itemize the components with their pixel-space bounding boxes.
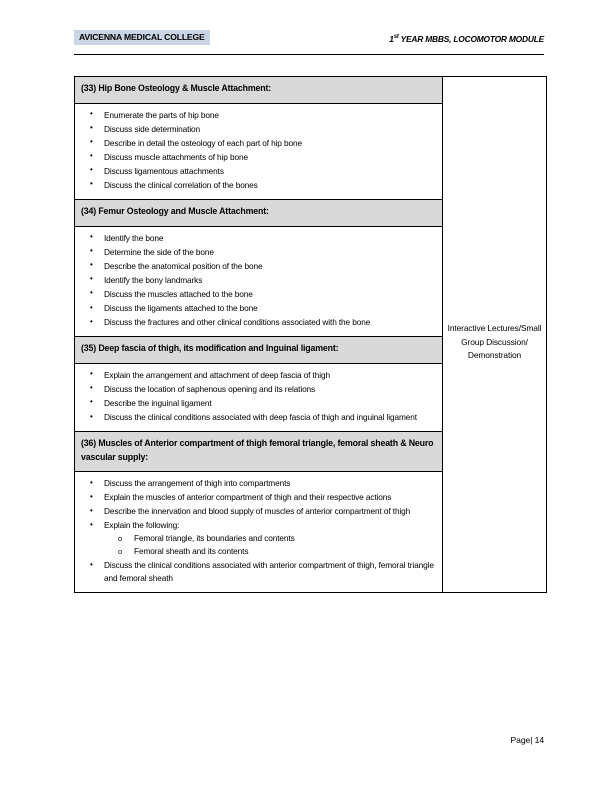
- list-item: • Discuss the clinical conditions associated with anterior compartment of thigh, femoral triangle and femoral sheath: [81, 559, 434, 585]
- list-item: o Femoral sheath and its contents: [104, 545, 434, 558]
- module-title-rest: YEAR MBBS, LOCOMOTOR MODULE: [398, 33, 544, 44]
- list-item: • Discuss side determination: [81, 123, 434, 136]
- list-item: • Discuss the clinical conditions associated with deep fascia of thigh and inguinal ligament: [81, 411, 434, 424]
- module-title: [389, 32, 544, 45]
- section-heading-36: (36) Muscles of Anterior compartment of thigh femoral triangle, femoral sheath & Neuro vascular supply:: [75, 431, 442, 472]
- learning-objectives-table: [74, 76, 547, 593]
- section-body-35: [75, 364, 442, 431]
- list-item: • Explain the arrangement and attachment of deep fascia of thigh: [81, 369, 434, 382]
- page-header: [74, 30, 544, 52]
- section-body-36: [75, 472, 442, 592]
- teaching-strategy-text: Interactive Lectures/Small Group Discussion/ Demonstration: [447, 323, 542, 360]
- section-heading-34: (34) Femur Osteology and Muscle Attachment:: [75, 199, 442, 227]
- institution-name: AVICENNA MEDICAL COLLEGE: [74, 30, 210, 45]
- objective-list-36: [81, 477, 434, 585]
- page-number: Page| 14: [510, 735, 544, 745]
- list-item: • Describe in detail the osteology of each part of hip bone: [81, 137, 434, 150]
- section-heading-33: (33) Hip Bone Osteology & Muscle Attachment:: [75, 77, 442, 104]
- list-item: • Discuss the clinical correlation of the bones: [81, 179, 434, 192]
- list-item: • Identify the bone: [81, 232, 434, 245]
- list-item: • Explain the muscles of anterior compartment of thigh and their respective actions: [81, 491, 434, 504]
- objective-list-33: [81, 109, 434, 192]
- objective-list-35: [81, 369, 434, 424]
- section-heading-35: (35) Deep fascia of thigh, its modification and Inguinal ligament:: [75, 336, 442, 364]
- list-item: • Discuss the arrangement of thigh into compartments: [81, 477, 434, 490]
- list-item: • Discuss ligamentous attachments: [81, 165, 434, 178]
- list-item: • Describe the innervation and blood supply of muscles of anterior compartment of thigh: [81, 505, 434, 518]
- header-divider: [74, 54, 544, 55]
- list-item: • Identify the bony landmarks: [81, 274, 434, 287]
- list-item: • Determine the side of the bone: [81, 246, 434, 259]
- objective-list-34: [81, 232, 434, 329]
- section-body-34: [75, 227, 442, 337]
- list-item: • Enumerate the parts of hip bone: [81, 109, 434, 122]
- list-item: o Femoral triangle, its boundaries and contents: [104, 532, 434, 545]
- list-item: • Describe the anatomical position of the bone: [81, 260, 434, 273]
- list-item-label: Explain the following:: [104, 520, 180, 531]
- list-item: • Discuss muscle attachments of hip bone: [81, 151, 434, 164]
- list-item: [81, 519, 434, 558]
- list-item: • Describe the inguinal ligament: [81, 397, 434, 410]
- section-body-33: [75, 104, 442, 200]
- teaching-strategy-cell: [443, 77, 547, 593]
- list-item: • Discuss the location of saphenous opening and its relations: [81, 383, 434, 396]
- module-title-ordinal: st: [393, 34, 399, 40]
- table-row: [75, 77, 547, 593]
- list-item: • Discuss the muscles attached to the bone: [81, 288, 434, 301]
- sub-objective-list-36: [104, 532, 434, 558]
- module-title-year: 1: [389, 33, 394, 44]
- list-item: • Discuss the ligaments attached to the bone: [81, 302, 434, 315]
- objectives-cell: [75, 77, 443, 593]
- list-item: • Discuss the fractures and other clinical conditions associated with the bone: [81, 316, 434, 329]
